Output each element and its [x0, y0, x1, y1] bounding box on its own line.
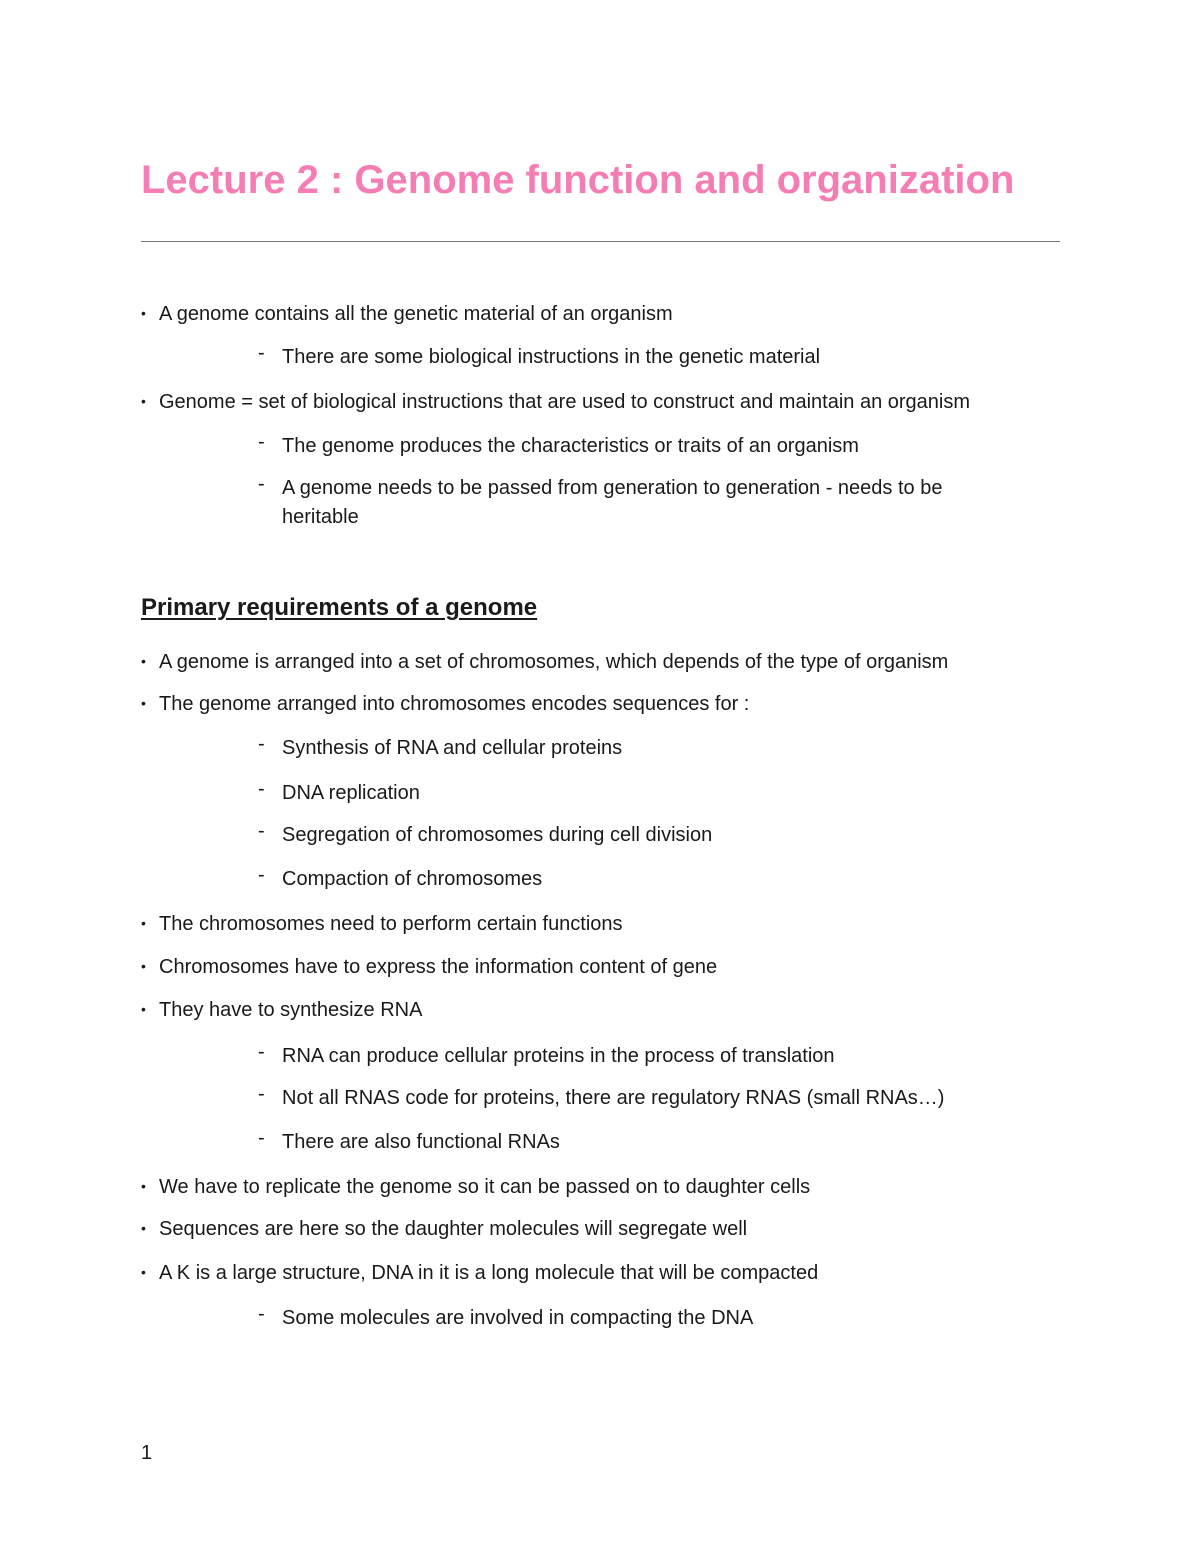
list-item-text: Synthesis of RNA and cellular proteins — [282, 737, 623, 759]
dash-icon: - — [258, 778, 265, 800]
list-item-text: A genome needs to be passed from generation to generation - needs to be heritable — [282, 477, 943, 528]
dash-icon: - — [258, 342, 265, 364]
dash-icon: - — [258, 1041, 265, 1063]
bullet-icon: • — [141, 1001, 146, 1017]
bullet-icon: • — [141, 1264, 146, 1280]
list-item-text: Not all RNAS code for proteins, there are regulatory RNAS (small RNAs…) — [282, 1087, 945, 1109]
bullet-icon: • — [141, 695, 146, 711]
bullet-icon: • — [141, 653, 146, 669]
dash-icon: - — [258, 473, 265, 495]
dash-icon: - — [258, 864, 265, 886]
dash-icon: - — [258, 1127, 265, 1149]
list-item-text: DNA replication — [282, 782, 420, 804]
list-item-text: Compaction of chromosomes — [282, 868, 543, 890]
list-item-text: They have to synthesize RNA — [159, 999, 423, 1021]
list-item-text: Sequences are here so the daughter molecules will segregate well — [159, 1218, 748, 1240]
list-item-text: Chromosomes have to express the information content of gene — [159, 956, 718, 978]
list-item-text: Segregation of chromosomes during cell division — [282, 824, 713, 846]
dash-icon: - — [258, 431, 265, 453]
list-item-text: The genome arranged into chromosomes encodes sequences for : — [159, 693, 750, 715]
list-item-text: There are also functional RNAs — [282, 1131, 560, 1153]
list-item-text: We have to replicate the genome so it can be passed on to daughter cells — [159, 1176, 811, 1198]
list-item-text: Genome = set of biological instructions that are used to construct and maintain an organism — [159, 391, 971, 413]
list-item-text: A K is a large structure, DNA in it is a long molecule that will be compacted — [159, 1262, 819, 1284]
dash-icon: - — [258, 1083, 265, 1105]
bullet-icon: • — [141, 958, 146, 974]
list-item-text: A genome contains all the genetic material of an organism — [159, 303, 673, 325]
list-item-text: The chromosomes need to perform certain functions — [159, 913, 623, 935]
section-heading: Primary requirements of a genome — [141, 594, 538, 621]
list-item-text: There are some biological instructions in the genetic material — [282, 346, 821, 368]
bullet-icon: • — [141, 305, 146, 321]
bullet-icon: • — [141, 393, 146, 409]
page-title: Lecture 2 : Genome function and organization — [141, 158, 1015, 202]
title-divider — [141, 241, 1060, 242]
dash-icon: - — [258, 820, 265, 842]
bullet-icon: • — [141, 1178, 146, 1194]
list-item-text: A genome is arranged into a set of chromosomes, which depends of the type of organism — [159, 651, 949, 673]
list-item-text: RNA can produce cellular proteins in the process of translation — [282, 1045, 835, 1067]
dash-icon: - — [258, 1303, 265, 1325]
bullet-icon: • — [141, 1220, 146, 1236]
page-number: 1 — [141, 1442, 153, 1464]
bullet-icon: • — [141, 915, 146, 931]
dash-icon: - — [258, 733, 265, 755]
list-item-text: Some molecules are involved in compacting the DNA — [282, 1307, 754, 1329]
list-item-text: The genome produces the characteristics or traits of an organism — [282, 435, 859, 457]
